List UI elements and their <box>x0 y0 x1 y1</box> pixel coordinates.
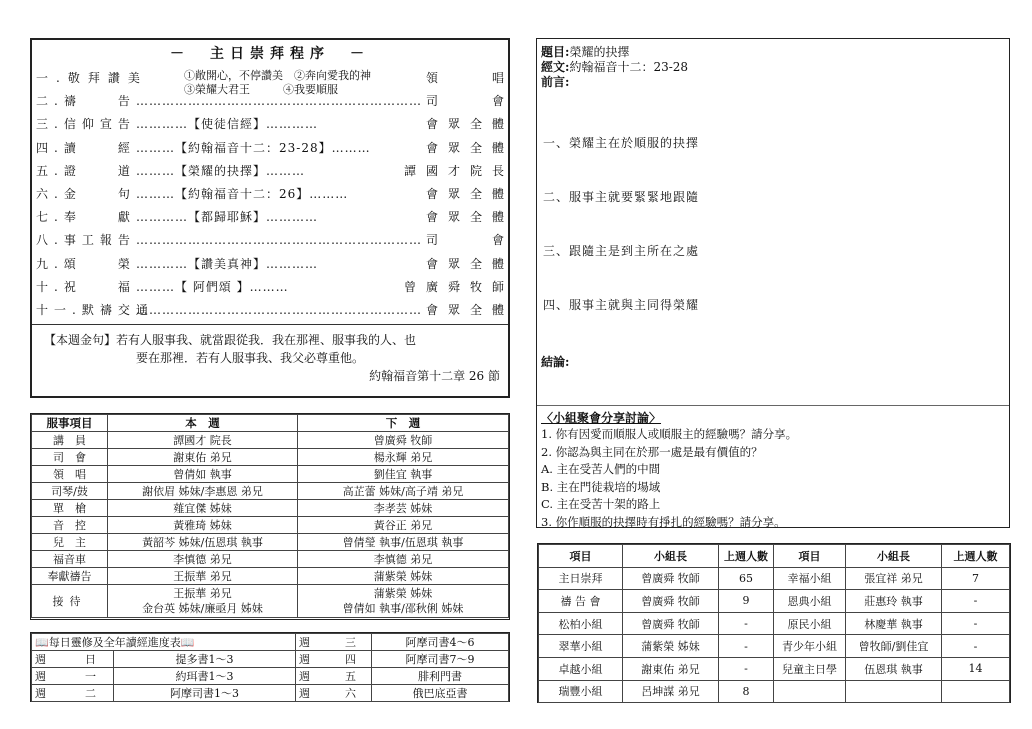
group-item: 瑞豐小組 <box>539 680 623 703</box>
reception-next-week-2: 曾倩如 執事/邵秋俐 姊妹 <box>342 602 464 615</box>
program-item-person: 會眾全體 <box>425 303 514 317</box>
service-this-week: 黃雅琦 姊妹 <box>108 517 298 534</box>
reading-book: 阿摩司書1～3 <box>114 685 296 702</box>
reading-plan <box>30 632 510 702</box>
program-item-detail: ………………………………………………………… <box>136 93 422 108</box>
service-item: 司 會 <box>32 449 108 466</box>
table-row <box>32 585 509 618</box>
group-count: - <box>942 635 1010 658</box>
reading-book: 提多書1～3 <box>114 651 296 668</box>
program-item-detail: …………【讚美真神】………… <box>136 256 319 271</box>
service-this-week: 李慎德 弟兄 <box>108 551 298 568</box>
program-item-name: 五.證 道 <box>36 163 136 178</box>
service-item: 福音車 <box>32 551 108 568</box>
group-count: 7 <box>942 567 1010 590</box>
program-item-name: 八.事工報告 <box>36 233 136 248</box>
sermon-notes <box>536 38 1010 528</box>
service-item: 兒 主 <box>32 534 108 551</box>
service-next-week: 李孝芸 姊妹 <box>298 500 509 517</box>
group-item: 恩典小組 <box>774 590 846 613</box>
group-header-item-2: 項目 <box>774 545 846 568</box>
program-item-detail: ………………………………………………………… <box>136 302 422 317</box>
program-item <box>36 299 514 320</box>
program-item-name: 四.讀 經 <box>36 140 136 155</box>
reading-day: 週 四 <box>296 651 372 668</box>
discussion-question: A. 主在受苦人們的中間 <box>541 462 661 477</box>
service-next-week: 劉佳宜 執事 <box>298 466 509 483</box>
program-item <box>36 253 514 274</box>
discussion-title: 〈小組聚會分享討論〉 <box>541 411 662 425</box>
service-item: 單 槍 <box>32 500 108 517</box>
program-item-detail: ………【約翰福音十二：26】……… <box>136 187 349 201</box>
table-row <box>539 567 1010 590</box>
sermon-scripture: 約翰福音十二：23-28 <box>569 60 689 74</box>
reading-book: 阿摩司書7～9 <box>372 651 509 668</box>
reading-day: 週 六 <box>296 685 372 702</box>
service-this-week: 曾倩如 執事 <box>108 466 298 483</box>
group-item <box>774 680 846 703</box>
group-leader: 曾廣舜 牧師 <box>623 612 719 635</box>
table-row <box>32 432 509 449</box>
reading-plan-title: 📖每日靈修及全年讀經進度表📖 <box>32 634 296 651</box>
table-row <box>32 449 509 466</box>
service-this-week: 譚國才 院長 <box>108 432 298 449</box>
group-leader: 謝東佑 弟兄 <box>623 657 719 680</box>
reading-book: 約珥書1～3 <box>114 668 296 685</box>
program-item-person: 譚國才院長 <box>403 163 514 178</box>
weekly-verse-line2: 要在那裡．若有人服事我、我父必尊重他。 <box>136 351 365 365</box>
sermon-point-1: 一、榮耀主在於順服的抉擇 <box>543 136 700 150</box>
groups-body <box>539 567 1010 703</box>
table-row <box>32 466 509 483</box>
table-row <box>32 517 509 534</box>
service-header-this-week: 本 週 <box>108 415 298 432</box>
group-count: 9 <box>719 590 774 613</box>
group-item: 松柏小組 <box>539 612 623 635</box>
reception-label: 接待 <box>32 585 108 618</box>
group-header-count: 上週人數 <box>719 545 774 568</box>
reception-next-week <box>298 585 509 618</box>
group-header-item: 項目 <box>539 545 623 568</box>
program-item-person: 會眾全體 <box>425 210 514 225</box>
service-header-next-week: 下 週 <box>298 415 509 432</box>
table-row <box>539 657 1010 680</box>
group-item: 幸福小組 <box>774 567 846 590</box>
table-row <box>32 634 509 651</box>
group-item: 原民小組 <box>774 612 846 635</box>
group-leader: 伍恩琪 執事 <box>846 657 942 680</box>
reading-book: 腓利門書 <box>372 668 509 685</box>
service-next-week: 黃谷正 弟兄 <box>298 517 509 534</box>
group-item: 卓越小組 <box>539 657 623 680</box>
program-item-detail: ………【榮耀的抉擇】……… <box>136 163 306 178</box>
service-next-week: 高芷蕾 姊妹/高子靖 弟兄 <box>298 483 509 500</box>
group-header-count-2: 上週人數 <box>942 545 1010 568</box>
reading-day: 週 一 <box>32 668 114 685</box>
service-this-week: 薤宜傑 姊妹 <box>108 500 298 517</box>
group-count: - <box>719 635 774 658</box>
service-table <box>30 413 510 620</box>
program-item <box>36 206 514 227</box>
group-leader: 呂坤謀 弟兄 <box>623 680 719 703</box>
service-header-item: 服事項目 <box>32 415 108 432</box>
group-leader: 蒲紫榮 姊妹 <box>623 635 719 658</box>
program-item-detail: ………………………………………………………… <box>136 232 422 247</box>
program-item-detail: …………【使徒信經】………… <box>136 117 319 132</box>
table-row <box>539 590 1010 613</box>
program-item <box>36 67 514 88</box>
service-next-week: 曾廣舜 牧師 <box>298 432 509 449</box>
preface-label: 前言: <box>541 75 570 89</box>
discussion-section <box>537 405 1009 532</box>
reading-day: 週 日 <box>32 651 114 668</box>
group-leader: 曾廣舜 牧師 <box>623 567 719 590</box>
table-row <box>539 612 1010 635</box>
group-leader: 張宜祥 弟兄 <box>846 567 942 590</box>
program-item-detail: ………【 阿們頌 】……… <box>136 279 289 294</box>
program-item-detail: …………【都歸耶穌】………… <box>136 210 319 225</box>
reading-book: 阿摩司書4～6 <box>372 634 509 651</box>
program-item-name: 二.禱 告 <box>36 94 136 109</box>
group-count: - <box>942 590 1010 613</box>
table-row <box>32 651 509 668</box>
program-item-name: 三.信仰宣告 <box>36 117 136 132</box>
program-item-name: 一.敬拜讚美 <box>36 71 148 85</box>
reception-this-week-2: 金台英 姊妹/廉亟月 姊妹 <box>142 602 263 615</box>
service-item: 講 員 <box>32 432 108 449</box>
sermon-point-4: 四、服事主就與主同得榮耀 <box>543 298 700 312</box>
reading-day: 週 二 <box>32 685 114 702</box>
program-item-name: 六.金 句 <box>36 187 136 201</box>
weekly-verse <box>32 324 508 391</box>
worship-songs-line1: ①敞開心，不停讚美 ②奔向愛我的神 <box>184 69 371 82</box>
group-item: 兒童主日學 <box>774 657 846 680</box>
table-row <box>32 500 509 517</box>
group-leader: 曾牧師/劉佳宜 <box>846 635 942 658</box>
program-item <box>36 229 514 250</box>
group-leader: 莊惠玲 執事 <box>846 590 942 613</box>
service-next-week: 蒲紫榮 姊妹 <box>298 568 509 585</box>
reading-day: 週 五 <box>296 668 372 685</box>
discussion-question: 3. 你作順服的抉擇時有掙扎的經驗嗎？請分享。 <box>541 514 786 529</box>
reception-this-week-1: 王振華 弟兄 <box>173 587 232 600</box>
program-item-person: 司 會 <box>425 94 514 109</box>
discussion-question: B. 主在門徒栽培的場域 <box>541 479 661 494</box>
group-header-leader: 小組長 <box>623 545 719 568</box>
reading-body <box>32 651 509 702</box>
sermon-point-2: 二、服事主就要緊緊地跟隨 <box>543 190 700 204</box>
service-body <box>32 432 509 585</box>
group-item: 禱 告 會 <box>539 590 623 613</box>
program-item-detail: ………【約翰福音十二：23-28】……… <box>136 140 371 155</box>
program-title: － 主日崇拜程序 － <box>170 46 370 62</box>
service-item: 奉獻禱告 <box>32 568 108 585</box>
worship-songs-line2: ③榮耀大君王 ④我要順服 <box>184 83 338 96</box>
program-item-name: 九.頌 榮 <box>36 256 136 271</box>
reception-next-week-1: 蒲紫榮 姊妹 <box>373 587 433 600</box>
table-row <box>32 551 509 568</box>
program-item-person: 會眾全體 <box>425 256 514 271</box>
group-count: 8 <box>719 680 774 703</box>
program-item <box>36 183 514 204</box>
program-item-person: 會眾全體 <box>425 187 514 201</box>
reading-book: 俄巴底亞書 <box>372 685 509 702</box>
sermon-point-3: 三、跟隨主是到主所在之處 <box>543 244 700 258</box>
group-leader <box>846 680 942 703</box>
reception-this-week <box>108 585 298 618</box>
group-leader: 林慶華 執事 <box>846 612 942 635</box>
program-item-name: 十一.默禱交通 <box>36 303 154 317</box>
conclusion-label: 結論: <box>541 355 570 369</box>
program-item <box>36 90 514 111</box>
weekly-verse-line1: 【本週金句】若有人服事我、就當跟從我．我在那裡、服事我的人、也 <box>44 333 417 347</box>
group-header-leader-2: 小組長 <box>846 545 942 568</box>
table-row <box>32 668 509 685</box>
table-row <box>32 483 509 500</box>
reading-day: 週 三 <box>296 634 372 651</box>
discussion-question: 1. 你有因愛而順服人或順服主的經驗嗎？請分享。 <box>541 427 798 441</box>
program-item-name: 七.奉 獻 <box>36 210 136 225</box>
service-next-week: 李慎德 弟兄 <box>298 551 509 568</box>
table-row <box>539 635 1010 658</box>
discussion-questions <box>537 426 1009 532</box>
service-this-week: 謝東佑 弟兄 <box>108 449 298 466</box>
topic-label: 題目: <box>541 45 570 59</box>
program-item-name: 十.祝 福 <box>36 279 136 294</box>
table-row <box>32 534 509 551</box>
service-item: 音 控 <box>32 517 108 534</box>
scripture-label: 經文: <box>541 60 570 74</box>
group-count: 65 <box>719 567 774 590</box>
group-count: - <box>719 612 774 635</box>
table-row <box>32 685 509 702</box>
group-item: 翠華小組 <box>539 635 623 658</box>
discussion-question: C. 主在受苦十架的路上 <box>541 497 661 512</box>
group-count <box>942 680 1010 703</box>
service-this-week: 謝依眉 姊妹/李惠恩 弟兄 <box>108 483 298 500</box>
discussion-question: 2. 你認為與主同在於那一處是最有價值的？ <box>541 444 763 459</box>
service-this-week: 黃韶芩 姊妹/伍恩琪 執事 <box>108 534 298 551</box>
service-this-week: 王振華 弟兄 <box>108 568 298 585</box>
program-item-person: 會眾全體 <box>425 140 514 155</box>
group-count: 14 <box>942 657 1010 680</box>
service-next-week: 楊永輝 弟兄 <box>298 449 509 466</box>
group-leader: 曾廣舜 牧師 <box>623 590 719 613</box>
weekly-verse-reference: 約翰福音第十二章 26 節 <box>369 369 500 383</box>
program-item <box>36 160 514 181</box>
worship-program <box>30 38 514 398</box>
group-table <box>537 543 1011 703</box>
program-item <box>36 276 514 297</box>
program-item-person: 會眾全體 <box>425 117 514 132</box>
sermon-header <box>541 45 688 90</box>
program-item <box>36 137 514 158</box>
program-item-person: 司 會 <box>425 233 514 248</box>
table-row <box>539 680 1010 703</box>
group-item: 主日崇拜 <box>539 567 623 590</box>
group-item: 青少年小組 <box>774 635 846 658</box>
service-item: 司琴/鼓 <box>32 483 108 500</box>
program-item <box>36 113 514 134</box>
program-item-person: 曾廣舜牧師 <box>403 279 514 294</box>
group-count: - <box>942 612 1010 635</box>
program-item-person: 領 唱 <box>425 71 514 85</box>
service-item: 領 唱 <box>32 466 108 483</box>
service-next-week: 曾倩瑩 執事/伍恩琪 執事 <box>298 534 509 551</box>
sermon-topic: 榮耀的抉擇 <box>569 45 630 59</box>
group-count: - <box>719 657 774 680</box>
table-row <box>32 568 509 585</box>
